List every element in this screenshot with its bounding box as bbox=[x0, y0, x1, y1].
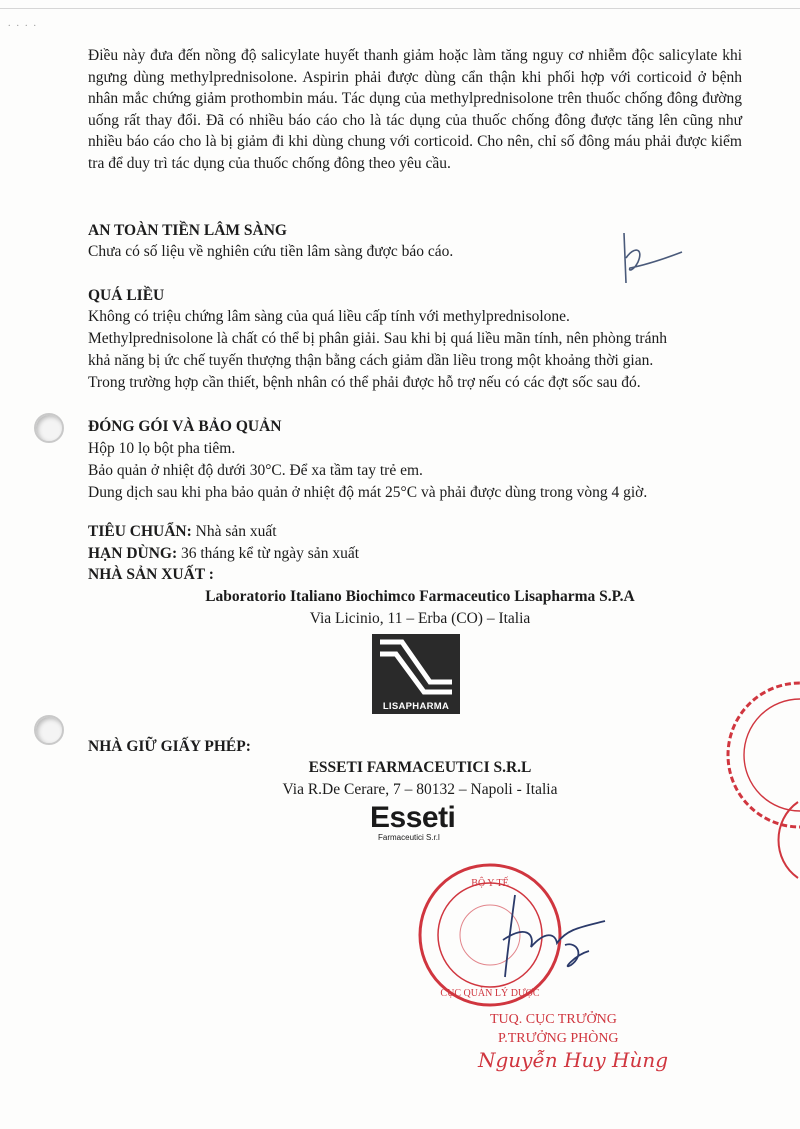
manufacturer-address: Via Licinio, 11 – Erba (CO) – Italia bbox=[309, 610, 531, 627]
heading-preclinical: AN TOÀN TIỀN LÂM SÀNG bbox=[88, 222, 287, 239]
signer-name: Nguyễn Huy Hùng bbox=[478, 1048, 669, 1072]
lisapharma-logo bbox=[372, 634, 460, 714]
initials-signature bbox=[612, 228, 702, 288]
handwritten-signature bbox=[485, 885, 615, 985]
punch-hole-bottom bbox=[34, 715, 64, 745]
heading-packaging: ĐÓNG GÓI VÀ BẢO QUẢN bbox=[88, 418, 282, 435]
svg-text:BỘ Y TẾ: BỘ Y TẾ bbox=[471, 878, 509, 889]
stamp-title-line-2: P.TRƯỞNG PHÒNG bbox=[498, 1031, 619, 1046]
scan-dots: .... bbox=[8, 18, 42, 29]
standard-label: TIÊU CHUẨN: bbox=[88, 523, 192, 540]
preclinical-text: Chưa có số liệu về nghiên cứu tiền lâm sàng được báo cáo. bbox=[88, 243, 454, 260]
lisapharma-mark bbox=[372, 634, 460, 700]
expiry-value: 36 tháng kể từ ngày sản xuất bbox=[177, 545, 360, 562]
esseti-logo-name: Esseti bbox=[370, 801, 456, 834]
license-holder-name: ESSETI FARMACEUTICI S.R.L bbox=[308, 759, 532, 776]
heading-overdose: QUÁ LIỀU bbox=[88, 287, 165, 304]
paragraph-interactions: Điều này đưa đến nồng độ salicylate huyết thanh giảm hoặc làm tăng nguy cơ nhiễm độc salicylate khi ngưng dùng methylprednisolone. Aspirin phải được dùng cẩn thận khi phối hợp với corticoid ở bệnh nhân mắc chứng giảm prothombin máu. Tác dụng của methylprednisolone trên thuốc chống đông đường uống rất thay đổi. Đã có nhiều báo cáo cho là tác dụng của thuốc chống đông được tăng lên cũng như nhiều báo cáo cho là bị giảm đi khi dùng chung với corticoid. Cho nên, chỉ số đông máu phải được kiểm tra để duy trì tác dụng của thuốc chống đông theo yêu cầu. bbox=[88, 47, 742, 172]
esseti-logo-sub: Farmaceutici S.r.l bbox=[378, 833, 440, 842]
license-holder-label: NHÀ GIỮ GIẤY PHÉP: bbox=[88, 738, 251, 755]
svg-text:CỤC QUẢN LÝ DƯỢC: CỤC QUẢN LÝ DƯỢC bbox=[440, 988, 540, 999]
packaging-line-1: Hộp 10 lọ bột pha tiêm. bbox=[88, 440, 236, 457]
expiry-label: HẠN DÙNG: bbox=[88, 545, 178, 562]
overdose-line-4: Trong trường hợp cần thiết, bệnh nhân có thể phải được hỗ trợ nếu có các đợt sốc sau đó. bbox=[88, 374, 641, 391]
manufacturer-label: NHÀ SẢN XUẤT : bbox=[88, 566, 214, 583]
manufacturer-name: Laboratorio Italiano Biochimco Farmaceutico Lisapharma S.P.A bbox=[205, 588, 635, 605]
lisapharma-logo-text: LISAPHARMA bbox=[382, 701, 450, 712]
standard-value: Nhà sản xuất bbox=[191, 523, 277, 540]
esseti-logo bbox=[370, 803, 455, 842]
overdose-line-1: Không có triệu chứng lâm sàng của quá liều cấp tính với methylprednisolone. bbox=[88, 308, 570, 325]
partial-seal-right-lower bbox=[760, 800, 800, 880]
packaging-line-2: Bảo quản ở nhiệt độ dưới 30°C. Để xa tầm tay trẻ em. bbox=[88, 462, 423, 479]
license-holder-address: Via R.De Cerare, 7 – 80132 – Napoli - Italia bbox=[282, 781, 558, 798]
stamp-title-line-1: TUQ. CỤC TRƯỞNG bbox=[490, 1012, 617, 1027]
punch-hole-top bbox=[34, 413, 64, 443]
packaging-line-3: Dung dịch sau khi pha bảo quản ở nhiệt độ mát 25°C và phải được dùng trong vòng 4 giờ. bbox=[88, 484, 648, 501]
expiry-row bbox=[88, 545, 359, 563]
overdose-line-3: khả năng bị ức chế tuyến thượng thận bằng cách giảm dần liều trong một khoảng thời gian. bbox=[88, 352, 654, 369]
page-top-edge bbox=[0, 8, 800, 9]
standard-row bbox=[88, 523, 277, 541]
overdose-line-2: Methylprednisolone là chất có thể bị phân giải. Sau khi bị quá liều mãn tính, nên phòng tránh bbox=[88, 330, 667, 347]
